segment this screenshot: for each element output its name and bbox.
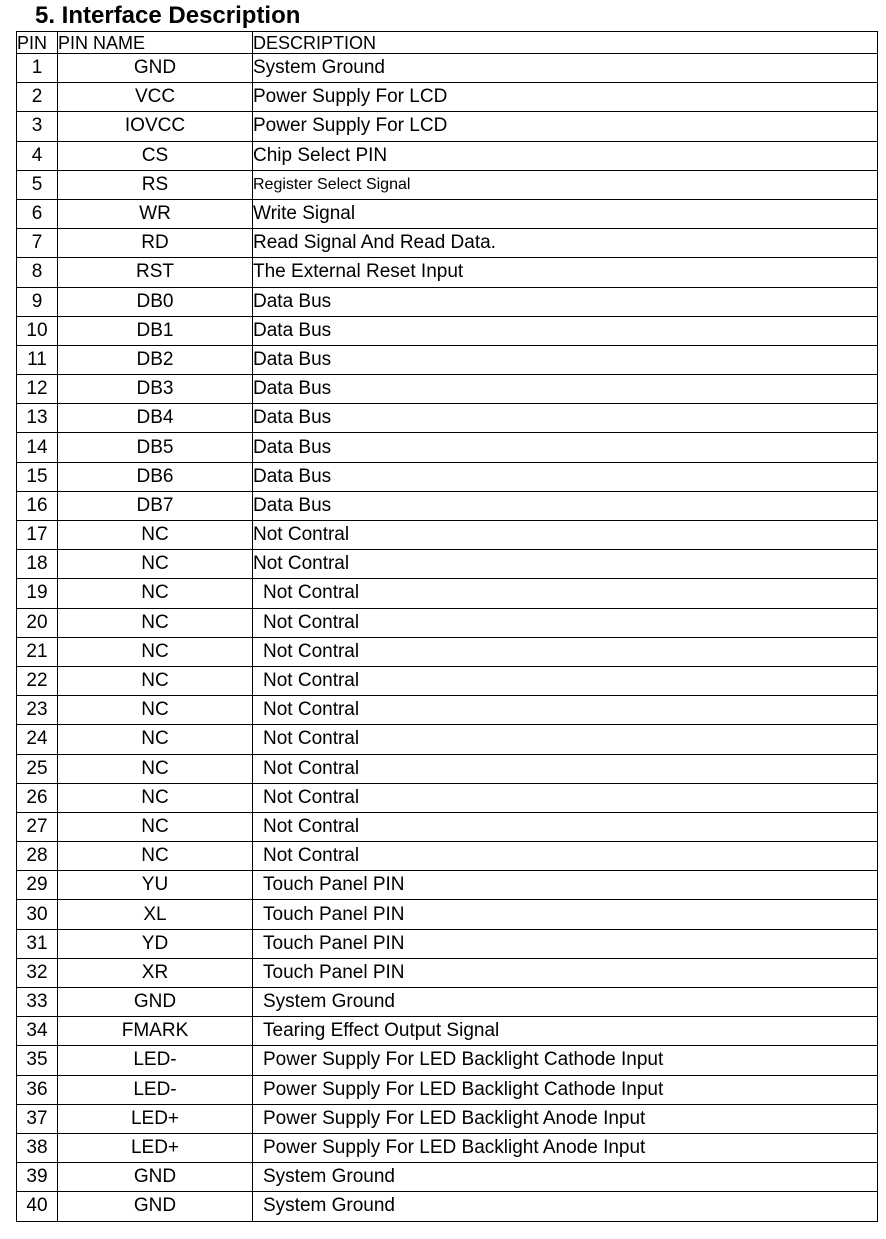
pin-name: RS <box>58 170 253 199</box>
pin-description: Tearing Effect Output Signal <box>253 1017 878 1046</box>
table-row <box>17 141 878 170</box>
table-row <box>17 433 878 462</box>
table-row <box>17 812 878 841</box>
pin-number: 16 <box>17 491 58 520</box>
table-row <box>17 404 878 433</box>
pin-number: 35 <box>17 1046 58 1075</box>
table-row <box>17 112 878 141</box>
pin-name: NC <box>58 754 253 783</box>
pin-description: Data Bus <box>253 491 878 520</box>
pin-name: RST <box>58 258 253 287</box>
table-row <box>17 958 878 987</box>
pin-number: 9 <box>17 287 58 316</box>
pin-number: 8 <box>17 258 58 287</box>
pin-description: Data Bus <box>253 316 878 345</box>
table-row <box>17 521 878 550</box>
pin-number: 29 <box>17 871 58 900</box>
pin-description: Not Contral <box>253 812 878 841</box>
pin-name: YU <box>58 871 253 900</box>
pin-description: Data Bus <box>253 287 878 316</box>
pin-description: System Ground <box>253 988 878 1017</box>
table-row <box>17 842 878 871</box>
header-pin-name: PIN NAME <box>58 32 253 54</box>
pin-number: 23 <box>17 696 58 725</box>
pin-name: NC <box>58 666 253 695</box>
pin-number: 28 <box>17 842 58 871</box>
pin-description: Not Contral <box>253 696 878 725</box>
pin-number: 25 <box>17 754 58 783</box>
pin-number: 31 <box>17 929 58 958</box>
pin-name: NC <box>58 608 253 637</box>
table-row <box>17 1017 878 1046</box>
table-row <box>17 725 878 754</box>
pin-description: Data Bus <box>253 404 878 433</box>
pin-name: NC <box>58 579 253 608</box>
pin-description: Touch Panel PIN <box>253 958 878 987</box>
pin-number: 6 <box>17 199 58 228</box>
table-row <box>17 1163 878 1192</box>
table-row <box>17 871 878 900</box>
pin-description: Power Supply For LCD <box>253 112 878 141</box>
pin-description: Not Contral <box>253 725 878 754</box>
pin-name: DB1 <box>58 316 253 345</box>
pin-name: DB7 <box>58 491 253 520</box>
pin-number: 3 <box>17 112 58 141</box>
pin-description: Not Contral <box>253 842 878 871</box>
pin-number: 24 <box>17 725 58 754</box>
pin-name: DB6 <box>58 462 253 491</box>
pin-description: Write Signal <box>253 199 878 228</box>
pin-name: LED- <box>58 1075 253 1104</box>
table-row <box>17 491 878 520</box>
pin-number: 4 <box>17 141 58 170</box>
pin-description: Power Supply For LCD <box>253 83 878 112</box>
pin-description: Data Bus <box>253 433 878 462</box>
pin-name: NC <box>58 550 253 579</box>
table-row <box>17 929 878 958</box>
table-row <box>17 1075 878 1104</box>
pin-number: 2 <box>17 83 58 112</box>
pin-number: 22 <box>17 666 58 695</box>
table-row <box>17 170 878 199</box>
table-row <box>17 229 878 258</box>
table-row <box>17 696 878 725</box>
pin-number: 1 <box>17 54 58 83</box>
pin-description: Power Supply For LED Backlight Anode Input <box>253 1133 878 1162</box>
table-row <box>17 988 878 1017</box>
table-row <box>17 608 878 637</box>
pin-number: 36 <box>17 1075 58 1104</box>
table-row <box>17 900 878 929</box>
pin-name: GND <box>58 1192 253 1221</box>
pin-description: Not Contral <box>253 637 878 666</box>
pin-description: Power Supply For LED Backlight Cathode Input <box>253 1046 878 1075</box>
pin-name: NC <box>58 637 253 666</box>
pin-number: 37 <box>17 1104 58 1133</box>
section-title: 5. Interface Description <box>35 2 301 29</box>
pin-number: 26 <box>17 783 58 812</box>
pin-number: 10 <box>17 316 58 345</box>
pin-name: NC <box>58 696 253 725</box>
pin-number: 30 <box>17 900 58 929</box>
pin-description: Not Contral <box>253 754 878 783</box>
pin-name: XR <box>58 958 253 987</box>
table-row <box>17 345 878 374</box>
table-row <box>17 316 878 345</box>
pin-name: GND <box>58 1163 253 1192</box>
pin-description: Read Signal And Read Data. <box>253 229 878 258</box>
table-row <box>17 783 878 812</box>
pin-name: NC <box>58 812 253 841</box>
table-row <box>17 1133 878 1162</box>
pin-description: Not Contral <box>253 783 878 812</box>
pin-description: Not Contral <box>253 666 878 695</box>
pin-description: Power Supply For LED Backlight Anode Input <box>253 1104 878 1133</box>
pin-number: 27 <box>17 812 58 841</box>
table-row <box>17 550 878 579</box>
pin-number: 39 <box>17 1163 58 1192</box>
header-pin: PIN <box>17 32 58 54</box>
table-row <box>17 637 878 666</box>
pin-number: 32 <box>17 958 58 987</box>
pin-name: GND <box>58 54 253 83</box>
pin-description: Touch Panel PIN <box>253 900 878 929</box>
table-row <box>17 1046 878 1075</box>
pin-description: The External Reset Input <box>253 258 878 287</box>
pin-name: DB2 <box>58 345 253 374</box>
pin-number: 38 <box>17 1133 58 1162</box>
pin-name: RD <box>58 229 253 258</box>
pin-number: 5 <box>17 170 58 199</box>
pin-name: NC <box>58 783 253 812</box>
pin-number: 11 <box>17 345 58 374</box>
pin-name: DB5 <box>58 433 253 462</box>
table-row <box>17 579 878 608</box>
pin-description: System Ground <box>253 1192 878 1221</box>
table-row <box>17 258 878 287</box>
table-body <box>17 54 878 1222</box>
pin-description: Not Contral <box>253 521 878 550</box>
table-row <box>17 375 878 404</box>
table-row <box>17 83 878 112</box>
pin-number: 15 <box>17 462 58 491</box>
pin-number: 33 <box>17 988 58 1017</box>
table-row <box>17 54 878 83</box>
pin-description: Data Bus <box>253 462 878 491</box>
pin-number: 14 <box>17 433 58 462</box>
pin-name: DB0 <box>58 287 253 316</box>
pin-description: Data Bus <box>253 375 878 404</box>
pin-name: IOVCC <box>58 112 253 141</box>
pin-number: 20 <box>17 608 58 637</box>
pin-name: CS <box>58 141 253 170</box>
pin-description: Chip Select PIN <box>253 141 878 170</box>
pin-description: System Ground <box>253 54 878 83</box>
table-row <box>17 199 878 228</box>
pin-description: Power Supply For LED Backlight Cathode Input <box>253 1075 878 1104</box>
pin-name: NC <box>58 842 253 871</box>
pin-description: Not Contral <box>253 550 878 579</box>
pin-name: LED- <box>58 1046 253 1075</box>
pin-name: WR <box>58 199 253 228</box>
pin-description: Register Select Signal <box>253 170 878 199</box>
pin-description: System Ground <box>253 1163 878 1192</box>
pin-name: LED+ <box>58 1133 253 1162</box>
pin-description: Not Contral <box>253 608 878 637</box>
table-row <box>17 1104 878 1133</box>
table-row <box>17 462 878 491</box>
pin-number: 18 <box>17 550 58 579</box>
pin-name: YD <box>58 929 253 958</box>
pin-name: GND <box>58 988 253 1017</box>
pin-number: 34 <box>17 1017 58 1046</box>
pin-name: NC <box>58 725 253 754</box>
pin-number: 17 <box>17 521 58 550</box>
pin-number: 12 <box>17 375 58 404</box>
table-row <box>17 1192 878 1221</box>
pin-description: Data Bus <box>253 345 878 374</box>
pin-name: VCC <box>58 83 253 112</box>
pin-name: DB4 <box>58 404 253 433</box>
table-row <box>17 666 878 695</box>
pin-description: Touch Panel PIN <box>253 929 878 958</box>
pin-description: Not Contral <box>253 579 878 608</box>
header-row <box>17 32 878 54</box>
table-row <box>17 754 878 783</box>
pin-name: XL <box>58 900 253 929</box>
pin-name: DB3 <box>58 375 253 404</box>
pin-name: FMARK <box>58 1017 253 1046</box>
pin-name: LED+ <box>58 1104 253 1133</box>
pin-description: Touch Panel PIN <box>253 871 878 900</box>
header-description: DESCRIPTION <box>253 32 878 54</box>
pin-number: 40 <box>17 1192 58 1221</box>
pin-number: 19 <box>17 579 58 608</box>
pin-name: NC <box>58 521 253 550</box>
pin-number: 21 <box>17 637 58 666</box>
pin-number: 7 <box>17 229 58 258</box>
table-row <box>17 287 878 316</box>
pin-number: 13 <box>17 404 58 433</box>
interface-table <box>16 31 878 1222</box>
